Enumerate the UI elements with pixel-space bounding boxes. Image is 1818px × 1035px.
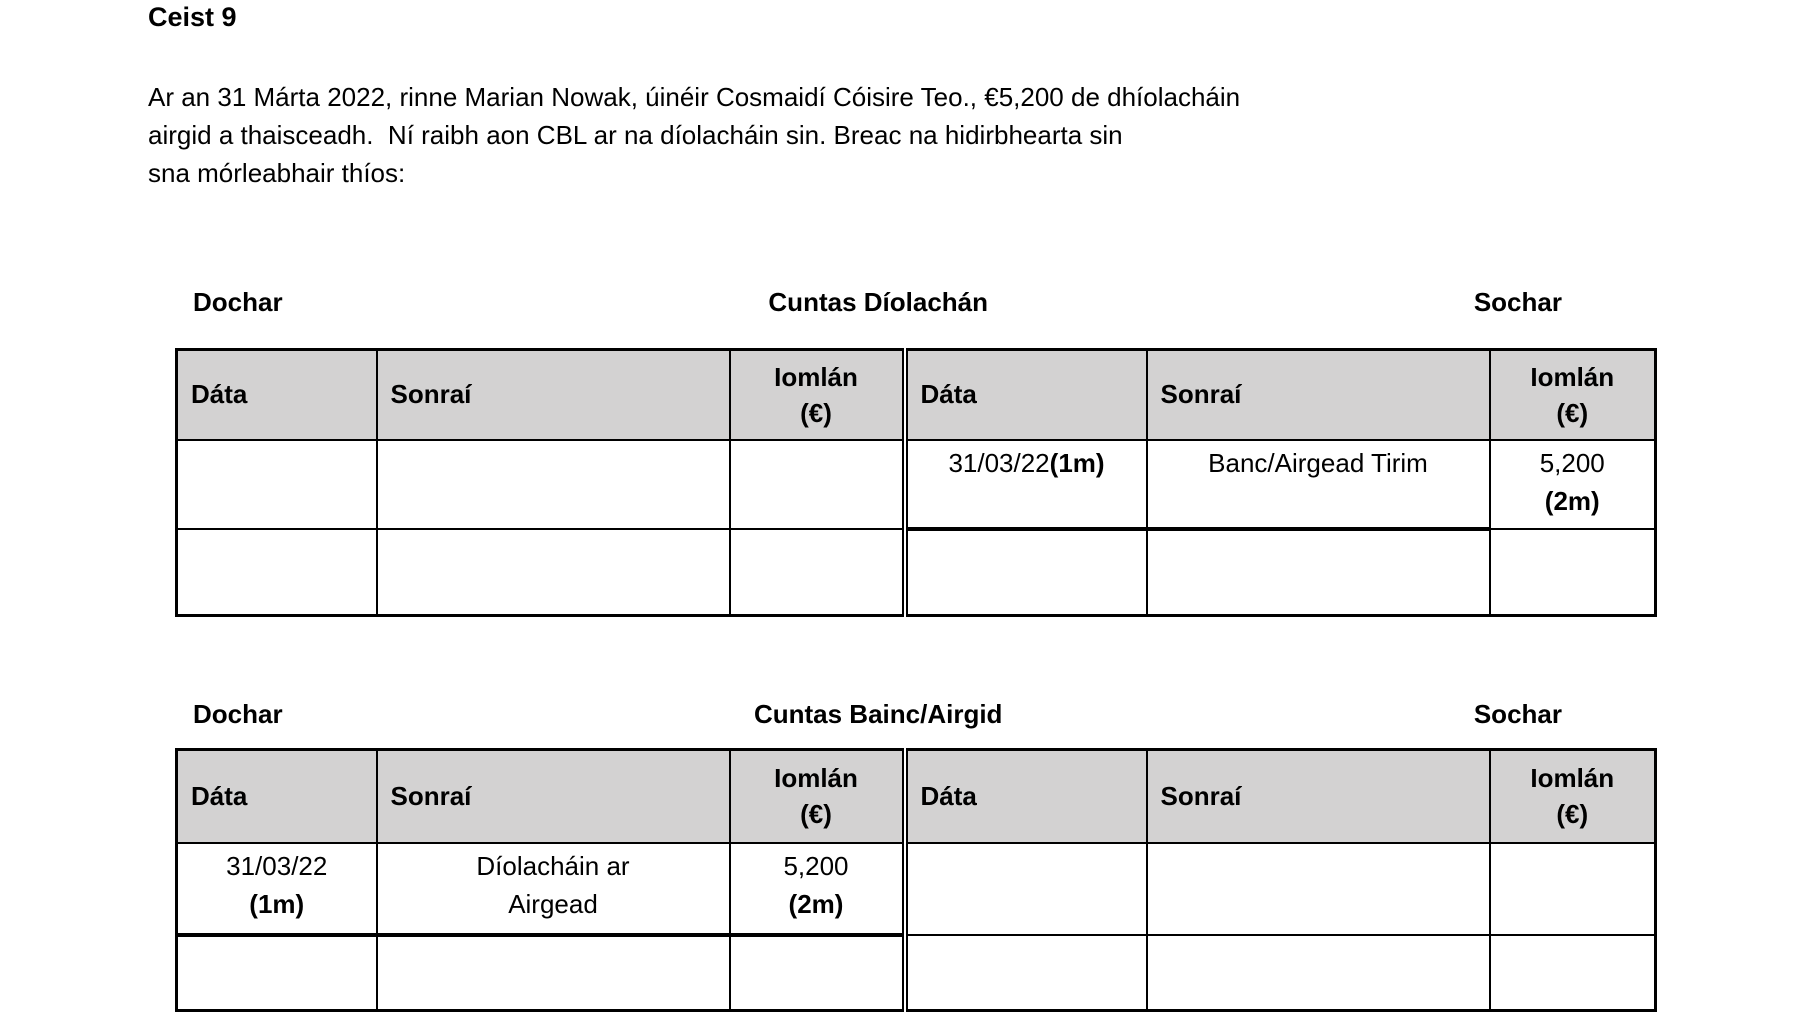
cell-details-credit-empty — [1147, 529, 1490, 616]
entry-details-line1: Díolacháin ar — [476, 850, 630, 881]
entry-date: 31/03/22 — [226, 850, 328, 881]
total-header-line1: Iomlán — [774, 763, 858, 794]
entry-row — [177, 843, 1656, 935]
account-titlebar — [175, 286, 1654, 318]
entry-date: 31/03/22 — [948, 447, 1050, 478]
cell-total-credit — [1490, 440, 1656, 529]
col-header-total-credit — [1490, 350, 1656, 440]
total-header-line1: Iomlán — [1530, 763, 1615, 794]
cell-date-credit-empty — [905, 935, 1147, 1011]
col-header-total-debit — [730, 350, 905, 440]
entry-amount: 5,200 — [783, 850, 849, 881]
cell-total-debit-empty — [730, 935, 905, 1011]
total-header-line2: (€) — [800, 397, 832, 428]
entry-details-line2: Airgead — [508, 888, 598, 919]
cell-date-debit-empty — [177, 529, 377, 616]
cell-details-credit — [1147, 440, 1490, 529]
account-title: Cuntas Bainc/Airgid — [753, 699, 1003, 729]
col-header-details-debit: Sonraí — [377, 350, 730, 440]
cell-details-debit-empty — [377, 935, 730, 1011]
entry-date-mark: (1m) — [249, 888, 305, 919]
header-row — [177, 750, 1656, 843]
col-header-details-credit: Sonraí — [1147, 350, 1490, 440]
col-header-total-credit — [1490, 750, 1656, 843]
blank-row — [177, 935, 1656, 1011]
cell-date-debit — [177, 843, 377, 935]
cell-details-debit-empty — [377, 440, 730, 529]
credit-side-label: Sochar — [1473, 287, 1562, 317]
cell-date-credit-empty — [905, 529, 1147, 616]
cell-total-debit-empty — [730, 440, 905, 529]
total-header-line2: (€) — [1556, 799, 1589, 830]
col-header-date-credit: Dáta — [905, 750, 1147, 843]
col-header-total-debit — [730, 750, 905, 843]
total-header-line1: Iomlán — [774, 361, 858, 392]
paragraph-line: airgid a thaisceadh. Ní raibh aon CBL ar na díolacháin sin. Breac na hidirbhearta sin — [148, 120, 1123, 150]
cell-total-debit-empty — [730, 529, 905, 616]
cell-details-debit — [377, 843, 730, 935]
cell-date-credit — [905, 440, 1147, 529]
cell-total-credit-empty — [1490, 529, 1656, 616]
col-header-date-debit: Dáta — [177, 750, 377, 843]
cell-date-credit-empty — [905, 843, 1147, 935]
t-account-table — [175, 348, 1657, 617]
cell-details-credit-empty — [1147, 935, 1490, 1011]
total-header-line2: (€) — [800, 799, 832, 830]
cell-total-credit-empty — [1490, 935, 1656, 1011]
paragraph-line: Ar an 31 Márta 2022, rinne Marian Nowak, úinéir Cosmaidí Cóisire Teo., €5,200 de dhíolacháin — [148, 82, 1241, 112]
cell-details-credit-empty — [1147, 843, 1490, 935]
col-header-details-credit: Sonraí — [1147, 750, 1490, 843]
header-row — [177, 350, 1656, 440]
account-titlebar — [175, 698, 1654, 730]
paragraph-line: sna mórleabhair thíos: — [148, 158, 406, 188]
question-paragraph — [148, 78, 1240, 192]
total-header-line1: Iomlán — [1530, 361, 1615, 392]
entry-date-mark: (1m) — [1049, 447, 1105, 478]
cell-details-debit-empty — [377, 529, 730, 616]
cell-date-debit-empty — [177, 935, 377, 1011]
debit-side-label: Dochar — [193, 699, 283, 729]
entry-details: Banc/Airgead Tirim — [1208, 447, 1428, 478]
cell-date-debit-empty — [177, 440, 377, 529]
t-account-table — [175, 748, 1657, 1012]
debit-side-label: Dochar — [193, 287, 283, 317]
ledger-account-sales — [175, 286, 1654, 617]
account-title: Cuntas Díolachán — [768, 287, 988, 317]
blank-row — [177, 529, 1656, 616]
total-header-line2: (€) — [1556, 397, 1589, 428]
cell-total-credit-empty — [1490, 843, 1656, 935]
credit-side-label: Sochar — [1473, 699, 1562, 729]
entry-amount-mark: (2m) — [788, 888, 844, 919]
entry-row — [177, 440, 1656, 529]
entry-amount: 5,200 — [1539, 447, 1605, 478]
cell-total-debit — [730, 843, 905, 935]
question-heading: Ceist 9 — [148, 2, 237, 32]
entry-amount-mark: (2m) — [1544, 485, 1600, 516]
col-header-date-credit: Dáta — [905, 350, 1147, 440]
col-header-details-debit: Sonraí — [377, 750, 730, 843]
ledger-account-bank — [175, 698, 1654, 1012]
col-header-date-debit: Dáta — [177, 350, 377, 440]
